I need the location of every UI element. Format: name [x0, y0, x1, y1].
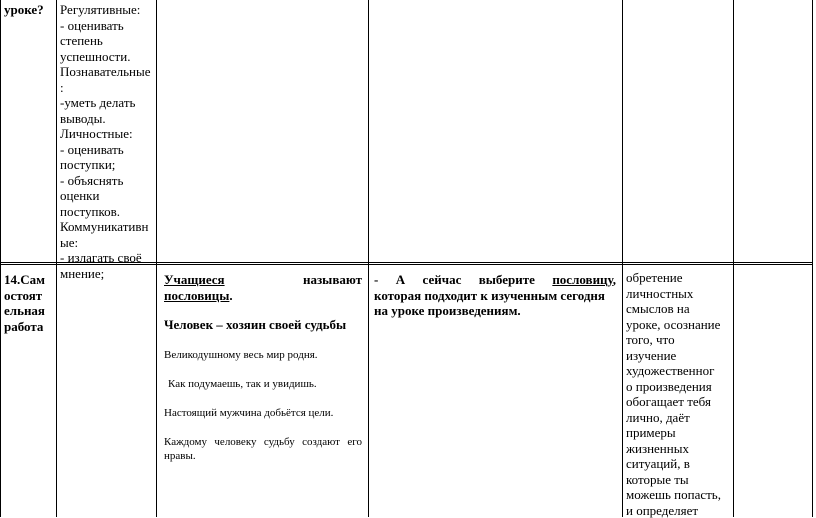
teacher-line-1 — [374, 272, 616, 288]
uud-line: успешности. — [60, 49, 155, 65]
proverb-item: Настоящий мужчина добьётся цели. — [164, 406, 362, 420]
uud-line: - объяснять — [60, 173, 155, 189]
column-divider-4 — [622, 0, 623, 517]
uud-line: поступков. — [60, 204, 155, 220]
result-line: жизненных — [626, 441, 732, 457]
teacher-comma: , — [613, 272, 616, 287]
teacher-word: сейчас — [423, 272, 462, 288]
proverb-item: Каждому человеку судьбу создают его нравы. — [164, 435, 362, 463]
result-line: и определяет — [626, 503, 732, 518]
proverb-item: Великодушному весь мир родня. — [164, 348, 362, 362]
uud-line: Коммуникативн — [60, 219, 155, 235]
teacher-word: выберите — [479, 272, 535, 288]
students-lead-end-line — [164, 288, 362, 304]
table-left-border — [0, 0, 1, 517]
column-divider-1 — [56, 0, 57, 517]
result-line: смыслов на — [626, 301, 732, 317]
stage-line: ельная — [4, 303, 54, 319]
result-line: художественног — [626, 363, 732, 379]
teacher-line-2: которая подходит к изученным сегодня — [374, 288, 616, 304]
table-right-border — [812, 0, 813, 517]
teacher-word-underlined: пословицу — [552, 272, 612, 287]
result-cell — [626, 270, 732, 518]
column-divider-3 — [368, 0, 369, 517]
students-lead-end: пословицы — [164, 288, 229, 303]
students-lead-rest: называют — [303, 272, 362, 288]
result-line: обогащает тебя — [626, 394, 732, 410]
stage-text: уроке? — [4, 2, 44, 17]
uud-line: Познавательные — [60, 64, 155, 80]
uud-line: Личностные: — [60, 126, 155, 142]
uud-line: мнение; — [60, 266, 155, 282]
result-line: можешь попасть, — [626, 487, 732, 503]
teacher-word: А — [396, 272, 405, 288]
uud-line: выводы. — [60, 111, 155, 127]
uud-line: степень — [60, 33, 155, 49]
uud-line: оценки — [60, 188, 155, 204]
stage-cell-top — [4, 2, 54, 18]
result-line: ситуаций, в — [626, 456, 732, 472]
students-lead — [164, 272, 362, 288]
stage-line: остоят — [4, 288, 54, 304]
teacher-word-group — [552, 272, 616, 288]
proverbs-heading: Человек – хозяин своей судьбы — [164, 317, 362, 333]
teacher-line-3: на уроке произведениям. — [374, 303, 616, 319]
stage-cell-bottom — [4, 272, 54, 334]
teacher-activity-cell — [374, 272, 616, 319]
uud-line: ые: — [60, 235, 155, 251]
uud-line: - оценивать — [60, 142, 155, 158]
students-lead-dot: . — [229, 288, 232, 303]
result-line: того, что — [626, 332, 732, 348]
stage-line: работа — [4, 319, 54, 335]
uud-line: - излагать своё — [60, 250, 155, 266]
result-line: о произведения — [626, 379, 732, 395]
result-line: обретение — [626, 270, 732, 286]
result-line: личностных — [626, 286, 732, 302]
result-line: уроке, осознание — [626, 317, 732, 333]
students-lead-word: Учащиеся — [164, 272, 225, 288]
uud-line: - оценивать — [60, 18, 155, 34]
teacher-word: - — [374, 272, 378, 288]
uud-line: -уметь делать — [60, 95, 155, 111]
proverb-item: Как подумаешь, так и увидишь. — [164, 377, 362, 391]
result-line: лично, даёт — [626, 410, 732, 426]
column-divider-2 — [156, 0, 157, 517]
result-line: примеры — [626, 425, 732, 441]
uud-line: : — [60, 80, 155, 96]
students-activity-cell — [164, 272, 362, 463]
uud-line: Регулятивные: — [60, 2, 155, 18]
uud-cell — [60, 2, 155, 281]
stage-line: 14.Сам — [4, 272, 54, 288]
result-line: которые ты — [626, 472, 732, 488]
uud-line: поступки; — [60, 157, 155, 173]
result-line: изучение — [626, 348, 732, 364]
column-divider-5 — [733, 0, 734, 517]
